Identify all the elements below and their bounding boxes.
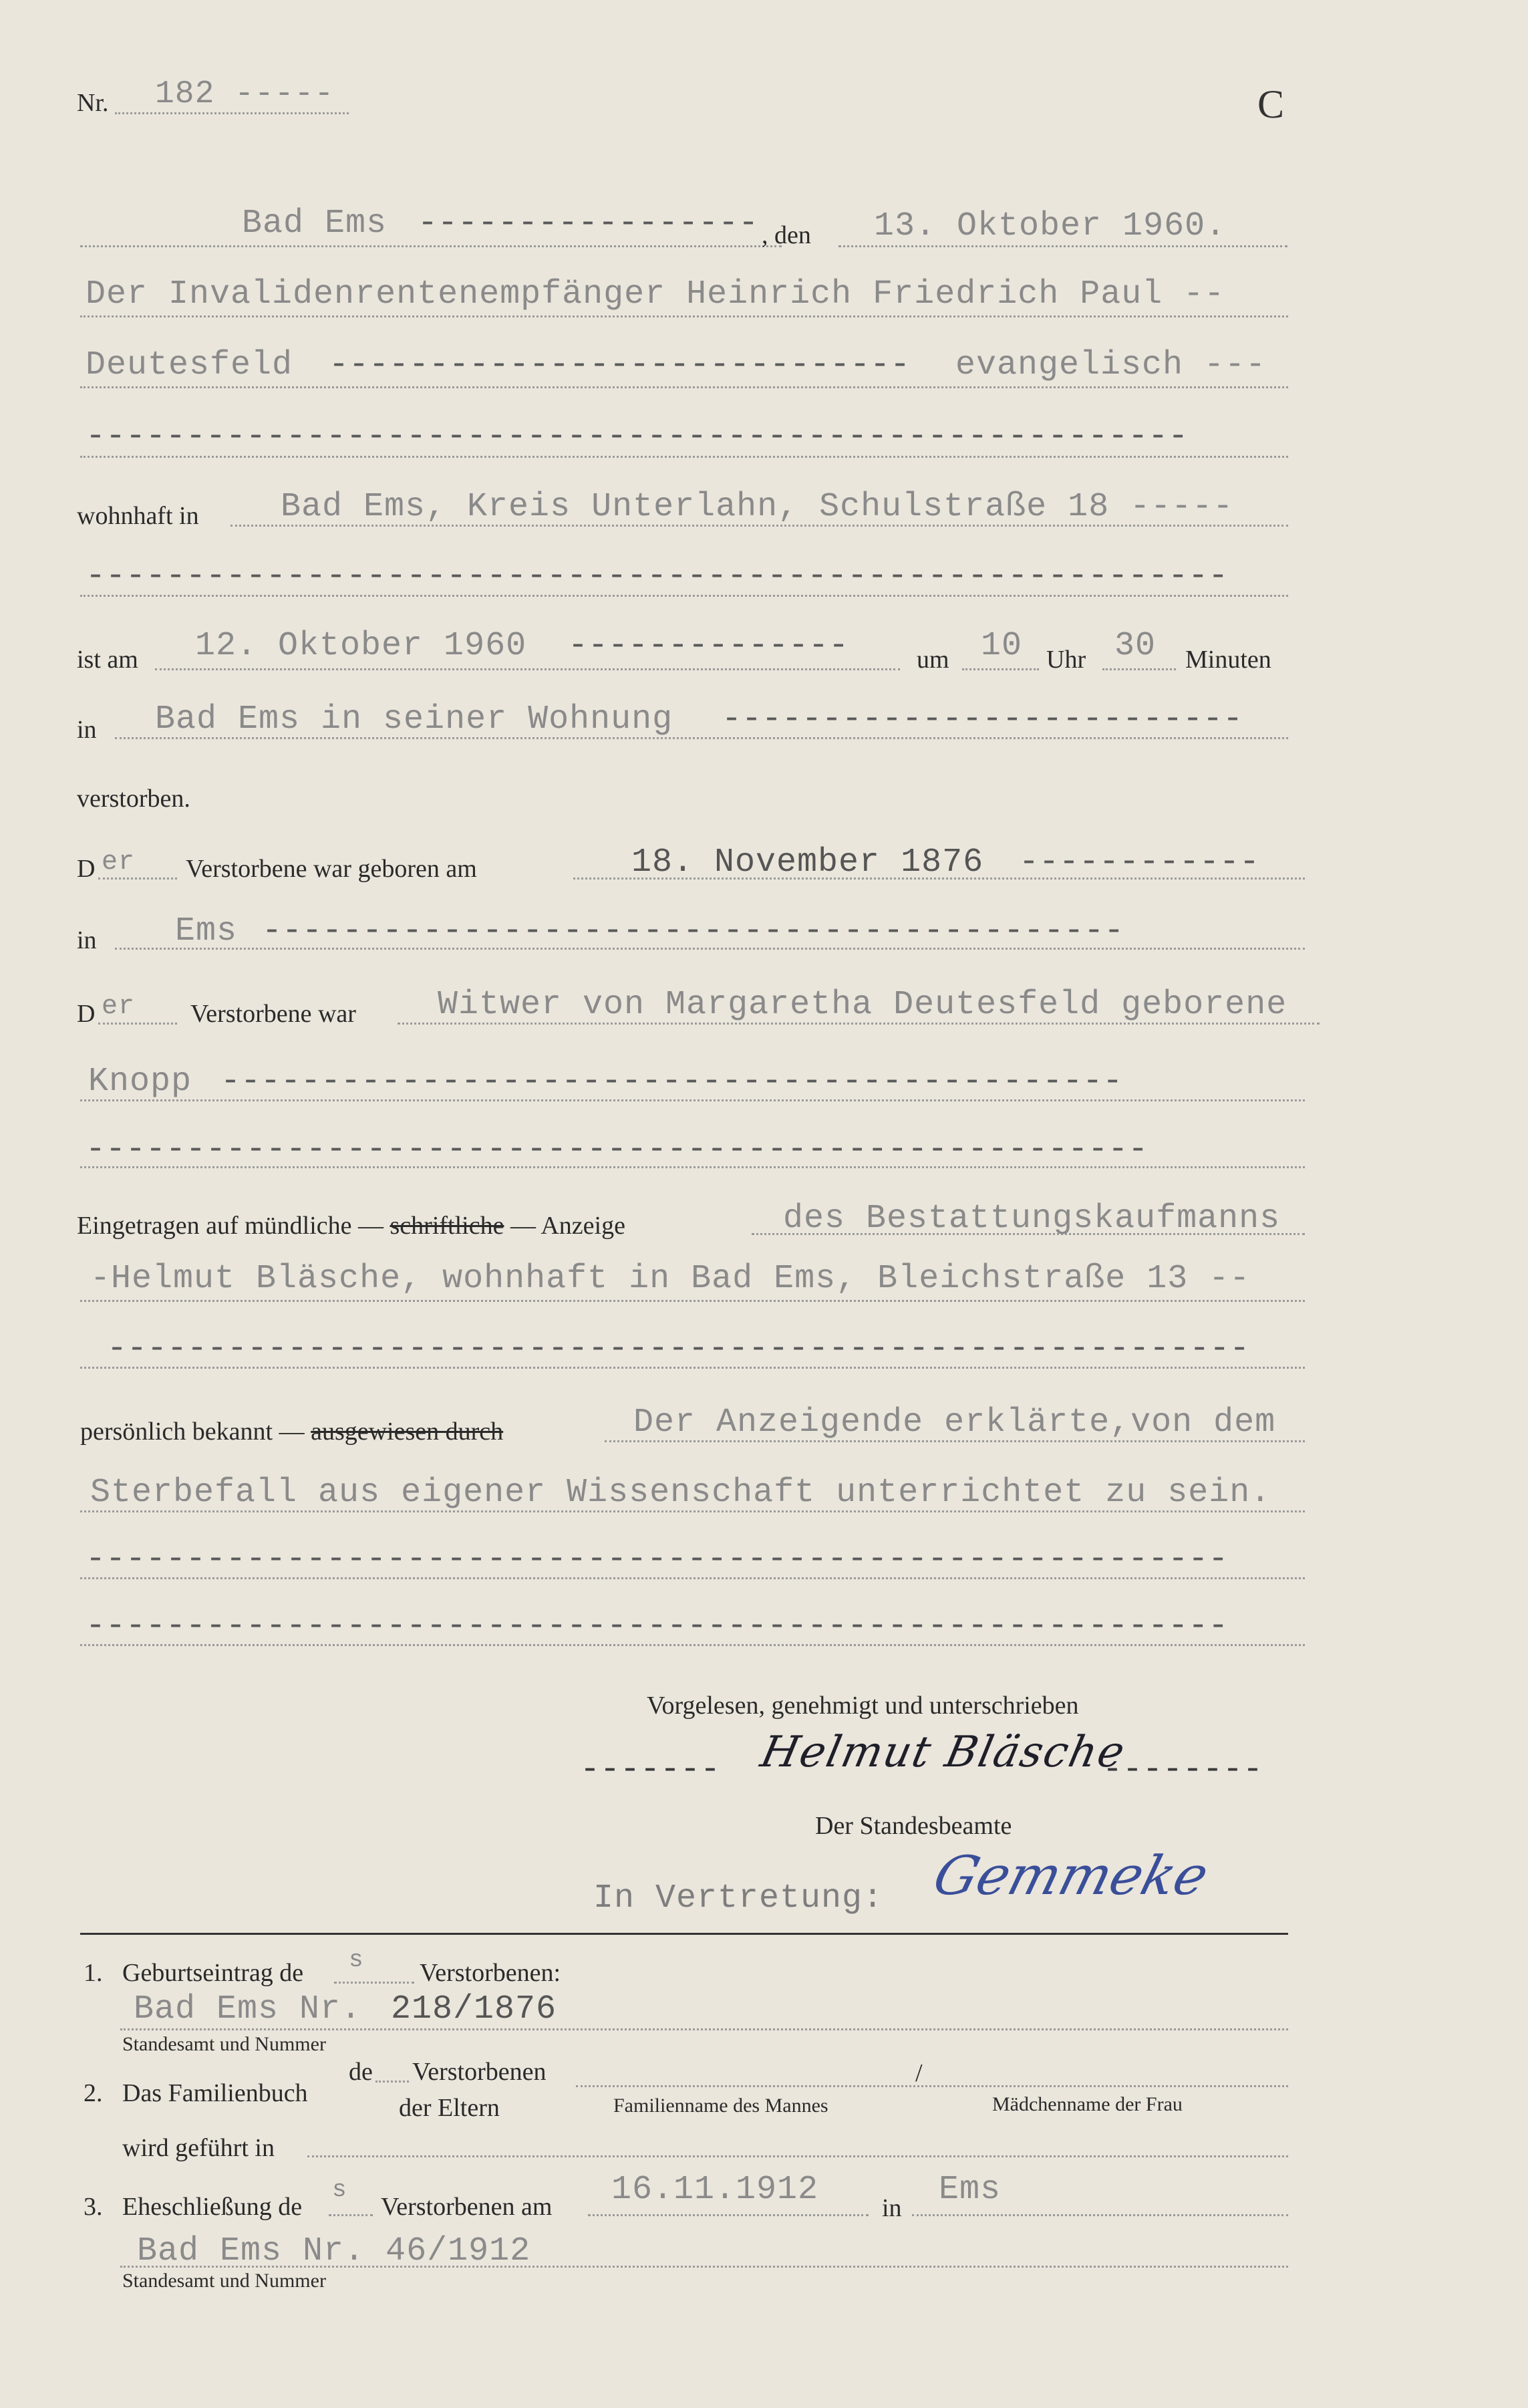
item1-number: 1. (84, 1959, 103, 1987)
item2-verstorbenen: Verstorbenen (412, 2058, 547, 2086)
item1-number-value: 218/1876 (391, 1990, 557, 2028)
birth-er-value: er (102, 847, 136, 878)
entry-label-pre: Eingetragen auf mündliche — (77, 1212, 384, 1240)
status-d-label: D (77, 1000, 96, 1028)
person-surname: Deutesfeld (86, 346, 293, 384)
identity-label-strike: ausgewiesen durch (311, 1418, 504, 1446)
status-dashes: --------------------------------------------- (220, 1063, 1123, 1101)
item2-number: 2. (84, 2079, 103, 2107)
identity-line-4: --------------------------------------------------------- (86, 1607, 1229, 1645)
residence-underline-2 (80, 595, 1288, 597)
residence-line-2: --------------------------------------------------------- (86, 557, 1229, 595)
identity-label-pre: persönlich bekannt — (80, 1418, 305, 1446)
informant-signature: Helmut Bläsche (756, 1728, 1130, 1777)
birth-place: Ems (175, 912, 238, 950)
death-place-dashes: -------------------------- (722, 700, 1243, 739)
entry-underline-2 (80, 1300, 1305, 1302)
item2-slash: / (915, 2059, 923, 2087)
item3-place-underline (912, 2214, 1288, 2216)
item3-s-underline (329, 2214, 373, 2216)
footer-separator (80, 1933, 1288, 1935)
entry-label-strike: schriftliche (390, 1212, 504, 1240)
person-line-1: Der Invalidenrentenempfänger Heinrich Friedrich Paul -- (86, 275, 1225, 313)
date-underline (838, 245, 1287, 247)
death-minutes: 30 (1114, 627, 1157, 665)
geboren-label: Verstorbene war geboren am (186, 855, 477, 883)
identity-line-1: Der Anzeigende erklärte,von dem (633, 1403, 1276, 1442)
item3-number: 3. (84, 2193, 103, 2221)
signature-left-dashes: ------- (580, 1751, 721, 1789)
item2-maedchenname: Mädchenname der Frau (992, 2093, 1183, 2115)
status-line-1: Witwer von Margaretha Deutesfeld geborene (438, 986, 1287, 1024)
entry-line-3: --------------------------------------------------------- (107, 1330, 1250, 1368)
item3-standesamt-label: Standesamt und Nummer (122, 2270, 326, 2292)
item3-place: Ems (939, 2171, 1002, 2209)
status-er-underline (98, 1023, 177, 1025)
item1-label-a: Geburtseintrag de (122, 1959, 304, 1987)
entry-label-post: — Anzeige (510, 1212, 625, 1240)
entry-line-2: -Helmut Bläsche, wohnhaft in Bad Ems, Bleichstraße 13 -- (90, 1260, 1251, 1298)
entry-label (77, 1211, 625, 1240)
birth-er-underline (98, 878, 177, 880)
death-date-dashes: -------------- (568, 627, 849, 665)
item2-familienname: Familienname des Mannes (613, 2095, 828, 2117)
death-in-label: in (77, 716, 97, 744)
person-line-3: ------------------------------------------------------- (86, 418, 1189, 456)
war-label: Verstorbene war (190, 1000, 356, 1028)
item1-standesamt-label: Standesamt und Nummer (122, 2033, 326, 2055)
minutes-underline (1102, 668, 1176, 670)
in-vertretung: In Vertretung: (593, 1879, 884, 1917)
birth-in-label: in (77, 926, 97, 954)
registrar-signature: Gemmeke (927, 1845, 1215, 1907)
status-line-3: ----------------------------------------------------- (86, 1131, 1149, 1169)
person-dashes: ----------------------------- (329, 346, 911, 384)
identity-line-3: --------------------------------------------------------- (86, 1541, 1229, 1579)
death-date: 12. Oktober 1960 (195, 627, 527, 665)
birth-place-dashes: ------------------------------------------- (262, 912, 1124, 950)
identity-line-2: Sterbefall aus eigener Wissenschaft unterrichtet zu sein. (90, 1474, 1271, 1512)
person-underline-3 (80, 456, 1288, 458)
item2-label: Das Familienbuch (122, 2079, 308, 2107)
item3-label-a: Eheschließung de (122, 2193, 303, 2221)
item3-date-underline (588, 2214, 869, 2216)
signature-right-dashes: -------- (1102, 1751, 1263, 1789)
item3-date: 16.11.1912 (611, 2171, 819, 2209)
item2-de-underline (375, 2081, 409, 2083)
item1-underline (120, 2028, 1288, 2030)
item1-label-b: Verstorbenen: (420, 1959, 561, 1987)
nr-underline (115, 112, 349, 114)
item2-wird: wird geführt in (122, 2134, 275, 2162)
uhr-label: Uhr (1046, 646, 1086, 674)
registrar-label: Der Standesbeamte (815, 1812, 1012, 1840)
status-underline-3 (80, 1166, 1305, 1168)
residence-label: wohnhaft in (77, 502, 199, 530)
status-er-value: er (102, 992, 136, 1022)
birth-date-dashes: ------------ (1019, 843, 1260, 882)
place-underline (80, 245, 782, 247)
um-label: um (917, 646, 949, 674)
item1-s: s (349, 1946, 364, 1974)
item3-underline (120, 2266, 1288, 2268)
birth-d-label: D (77, 855, 96, 883)
item2-de: de (349, 2058, 373, 2086)
death-date-underline (155, 668, 900, 670)
identity-underline-3 (80, 1577, 1305, 1579)
nr-value: 182 ----- (155, 76, 335, 112)
identity-label (80, 1417, 503, 1446)
issue-date: 13. Oktober 1960. (874, 207, 1227, 245)
person-religion: evangelisch --- (955, 346, 1267, 384)
person-underline-1 (80, 315, 1288, 317)
item1-value: Bad Ems Nr. (134, 1990, 362, 2028)
death-place: Bad Ems in seiner Wohnung (155, 700, 673, 739)
place-value: Bad Ems (242, 205, 388, 243)
entry-line-1: des Bestattungskaufmanns (783, 1200, 1281, 1238)
minuten-label: Minuten (1185, 646, 1271, 674)
den-label: , den (762, 221, 811, 249)
identity-underline-4 (80, 1644, 1305, 1646)
person-underline-2 (80, 386, 1288, 388)
nr-label: Nr. (77, 89, 109, 117)
item3-value: Bad Ems Nr. 46/1912 (137, 2232, 531, 2270)
death-hour: 10 (981, 627, 1023, 665)
read-approved-label: Vorgelesen, genehmigt und unterschrieben (647, 1692, 1079, 1720)
item3-in: in (882, 2194, 902, 2222)
item2-eltern: der Eltern (399, 2094, 500, 2122)
item2-wird-underline (307, 2155, 1288, 2157)
item1-s-underline (334, 1982, 414, 1984)
hour-underline (962, 668, 1039, 670)
place-dashes: ----------------- (418, 205, 759, 243)
residence-value: Bad Ems, Kreis Unterlahn, Schulstraße 18 ----- (281, 488, 1234, 526)
status-name: Knopp (88, 1063, 192, 1101)
entry-underline-3 (80, 1367, 1305, 1369)
verstorben-label: verstorben. (77, 785, 190, 813)
item3-s: s (332, 2176, 347, 2203)
form-letter: C (1257, 82, 1285, 126)
status-underline-2 (80, 1099, 1305, 1101)
birth-date: 18. November 1876 (631, 843, 984, 882)
item2-underline (576, 2085, 1288, 2087)
identity-underline-2 (80, 1510, 1305, 1512)
ist-am-label: ist am (77, 646, 138, 674)
item3-label-b: Verstorbenen am (381, 2193, 553, 2221)
